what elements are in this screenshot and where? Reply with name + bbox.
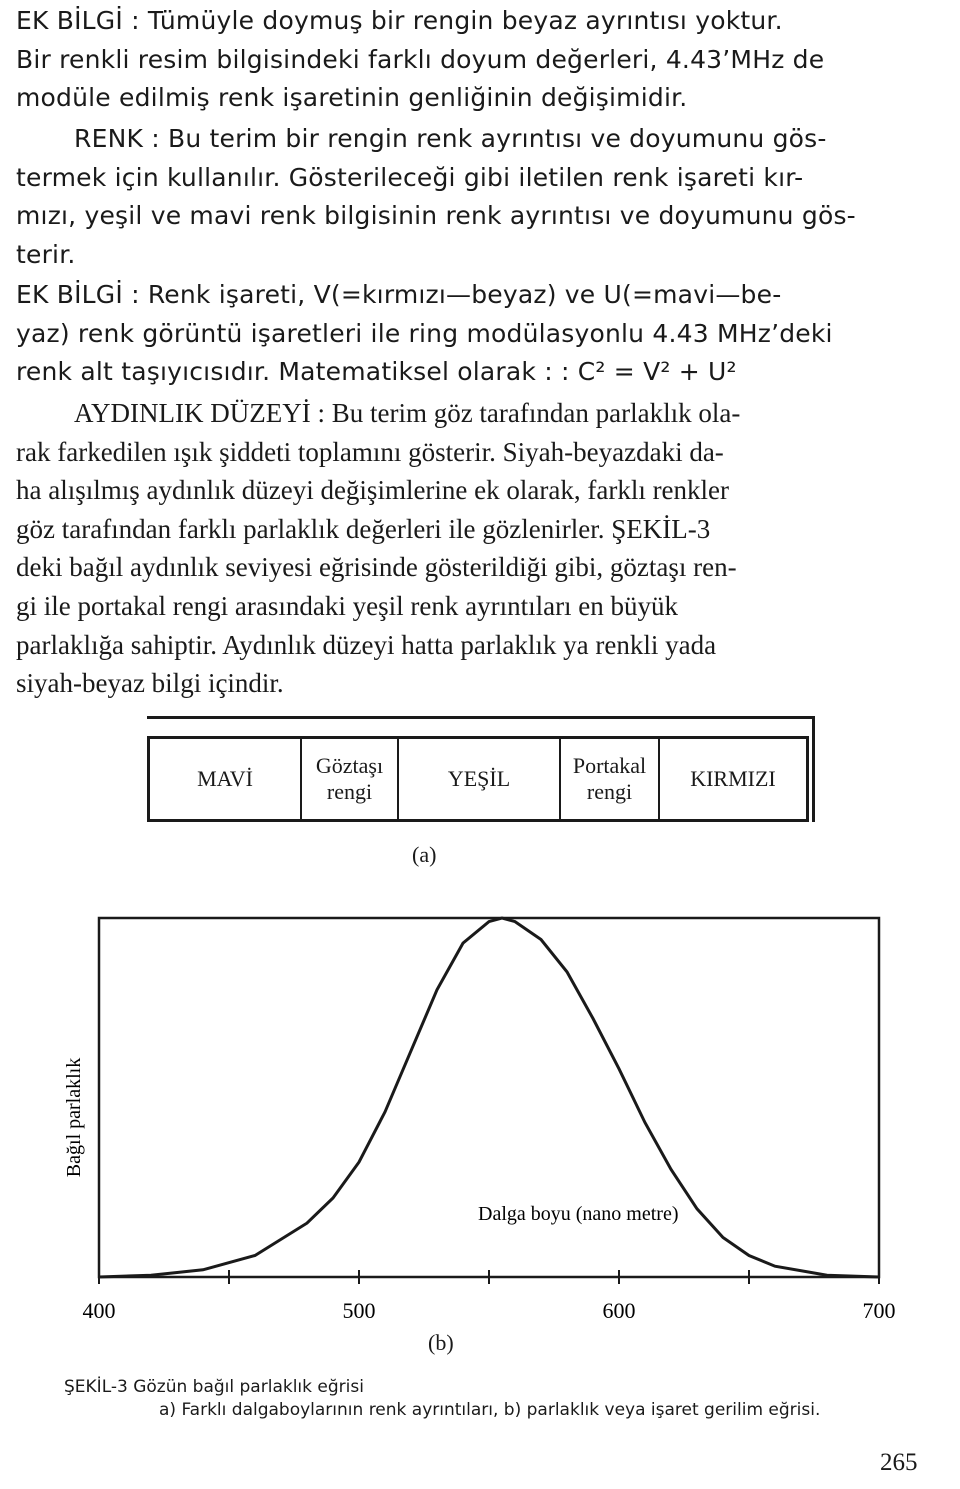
text-line: EK BİLGİ : Tümüyle doymuş bir rengin beyaz ayrıntısı yoktur. xyxy=(16,6,783,35)
text-line: gi ile portakal rengi arasındaki yeşil renk ayrıntıları en büyük xyxy=(16,590,679,621)
figure-b-label: (b) xyxy=(428,1330,454,1355)
segment-mavi: MAVİ xyxy=(197,766,253,791)
band-frame-top xyxy=(147,716,815,719)
text-line: yaz) renk görüntü işaretleri ile ring modülasyonlu 4.43 MHz’deki xyxy=(16,318,833,348)
x-tick-label: 600 xyxy=(602,1298,636,1323)
figure-caption xyxy=(64,1376,959,1422)
y-axis-label: Bağıl parlaklık xyxy=(63,1057,85,1178)
segment-kirmizi: KIRMIZI xyxy=(690,766,776,791)
paragraph-ek-bilgi-2 xyxy=(16,276,951,392)
page-number: 265 xyxy=(880,1449,918,1476)
caption-title: ŞEKİL-3 Gözün bağıl parlaklık eğrisi xyxy=(64,1377,364,1397)
text-line: parlaklığa sahiptir. Aydınlık düzeyi hatta parlaklık ya renkli yada xyxy=(16,629,717,660)
text-line: terir. xyxy=(16,239,76,269)
x-tick-label: 400 xyxy=(82,1298,116,1323)
paragraph-ek-bilgi-1 xyxy=(16,2,951,118)
x-axis-label: Dalga boyu (nano metre) xyxy=(478,1203,679,1225)
text-line: ha alışılmış aydınlık düzeyi değişimlerine ek olarak, farklı renkler xyxy=(16,475,730,506)
text-line: AYDINLIK DÜZEYİ : Bu terim göz tarafından parlaklık ola- xyxy=(74,398,741,428)
text-line: EK BİLGİ : Renk işareti, V(=kırmızı—beyaz) ve U(=mavi—be- xyxy=(16,280,782,309)
segment-goztasi: Göztaşı rengi xyxy=(315,753,384,804)
text-line: siyah-beyaz bilgi içindir. xyxy=(16,668,284,699)
text-line: mızı, yeşil ve mavi renk bilgisinin renk ayrıntısı ve doyumunu gös- xyxy=(16,201,856,231)
caption-description: a) Farklı dalgaboylarının renk ayrıntıları, b) parlaklık veya işaret gerilim eğrisi. xyxy=(159,1400,821,1420)
segment-portakal: Portakal rengi xyxy=(572,753,647,804)
text-line: modüle edilmiş renk işaretinin genliğinin değişimidir. xyxy=(16,83,688,113)
text-line: renk alt taşıyıcısıdır. Matematiksel olarak : : C² = V² + U² xyxy=(16,357,737,387)
color-band-figure xyxy=(147,716,815,826)
paragraph-aydinlik-duzeyi xyxy=(16,394,951,703)
text-line: termek için kullanılır. Gösterileceği gibi iletilen renk işareti kır- xyxy=(16,162,804,192)
text-line: RENK : Bu terim bir rengin renk ayrıntısı ve doyumunu gös- xyxy=(74,124,827,153)
segment-yesil: YEŞİL xyxy=(447,766,511,791)
x-tick-label: 700 xyxy=(862,1298,896,1323)
paragraph-renk xyxy=(16,120,951,274)
text-line: rak farkedilen ışık şiddeti toplamını gösterir. Siyah-beyazdaki da- xyxy=(16,436,724,467)
relative-brightness-chart xyxy=(0,900,960,1330)
text-line: Bir renkli resim bilgisindeki farklı doyum değerleri, 4.43’MHz de xyxy=(16,44,825,74)
text-line: deki bağıl aydınlık seviyesi eğrisinde gösterildiği gibi, göztaşı ren- xyxy=(16,552,737,583)
text-line: göz tarafından farklı parlaklık değerleri ile gözlenirler. ŞEKİL-3 xyxy=(16,513,711,544)
band-frame-right xyxy=(812,716,815,822)
color-band xyxy=(147,736,809,822)
figure-a-label: (a) xyxy=(412,842,437,867)
x-tick-label: 500 xyxy=(342,1298,376,1323)
